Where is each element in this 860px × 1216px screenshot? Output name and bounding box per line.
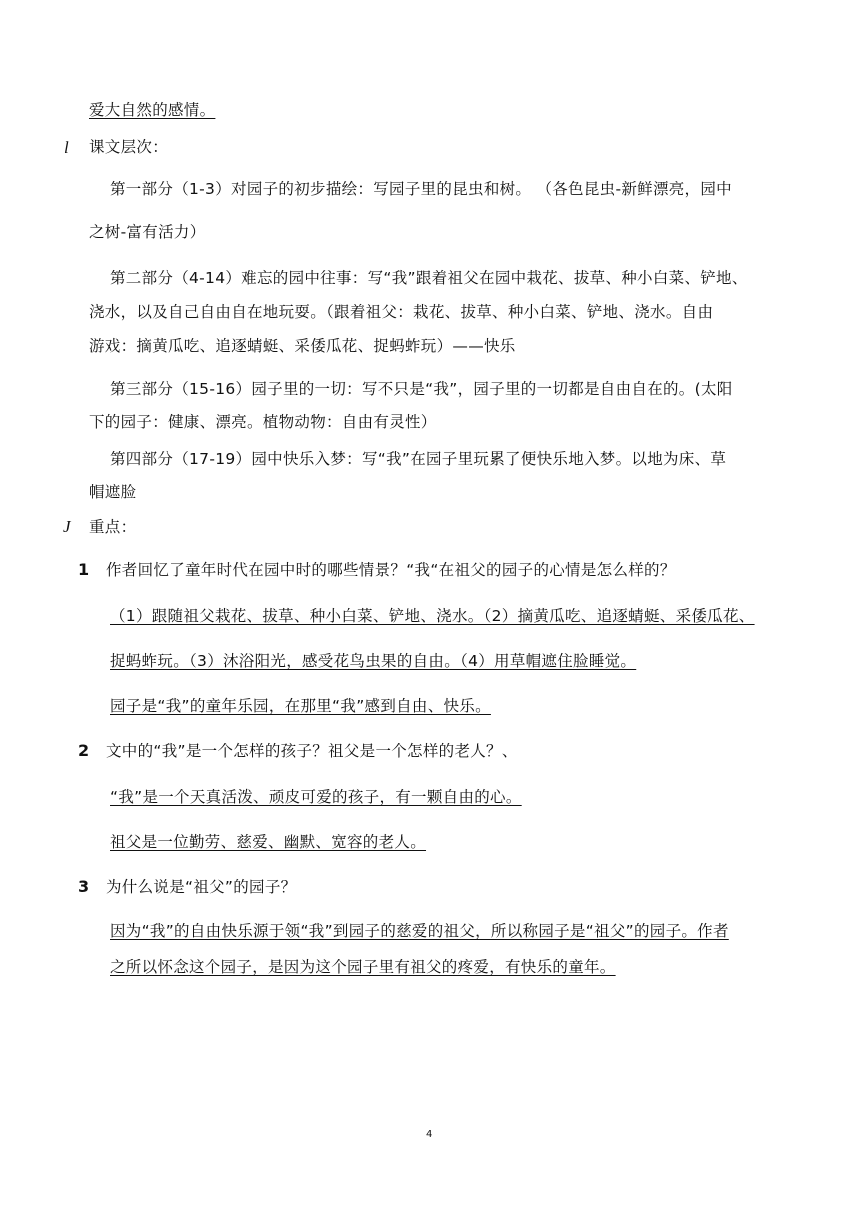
part1-line2: 之树-富有活力）: [89, 223, 206, 241]
question-2: 文中的“我”是一个怎样的孩子？祖父是一个怎样的老人？、: [106, 742, 518, 760]
bullet-marker: J: [63, 517, 71, 536]
question-number: 2: [78, 741, 90, 760]
part2-line3: 游戏：摘黄瓜吃、追逐蜻蜓、采倭瓜花、捉蚂蚱玩）——快乐: [89, 337, 516, 355]
part3-line2: 下的园子：健康、漂亮。植物动物：自由有灵性）: [89, 413, 437, 431]
bullet-marker: l: [64, 138, 69, 157]
answer-2-line2: 祖父是一位勤劳、慈爱、幽默、宽容的老人。: [110, 833, 427, 851]
answer-1-line1: （1）跟随祖父栽花、拔草、种小白菜、铲地、浇水。（2）摘黄瓜吃、追逐蜻蜓、采倭瓜花、: [110, 607, 755, 625]
question-1: 作者回忆了童年时代在园中时的哪些情景？“我“在祖父的园子的心情是怎么样的？: [106, 561, 676, 579]
page-number: 4: [426, 1129, 433, 1140]
part4-line1: 第四部分（17-19）园中快乐入梦：写“我”在园子里玩累了便快乐地入梦。以地为床、草: [110, 450, 727, 468]
answer-3-line1: 因为“我”的自由快乐源于领“我”到园子的慈爱的祖父，所以称园子是“祖父”的园子。作者: [110, 922, 729, 940]
part1-line1: 第一部分（1-3）对园子的初步描绘：写园子里的昆虫和树。 （各色昆虫-新鲜漂亮，园中: [110, 180, 732, 198]
text-line: 爱大自然的感情。: [89, 101, 216, 119]
section-heading-layers: 课文层次：: [89, 138, 169, 156]
part4-line2: 帽遮脸: [89, 483, 137, 501]
part2-line1: 第二部分（4-14）难忘的园中往事：写“我”跟着祖父在园中栽花、拔草、种小白菜、铲地、: [110, 269, 748, 287]
answer-1-line2: 捉蚂蚱玩。（3）沐浴阳光，感受花鸟虫果的自由。（4）用草帽遮住脸睡觉。: [110, 652, 637, 670]
answer-1-line3: 园子是“我”的童年乐园，在那里“我”感到自由、快乐。: [110, 697, 491, 715]
question-number: 1: [78, 560, 90, 579]
question-number: 3: [78, 877, 90, 896]
answer-3-line2: 之所以怀念这个园子，是因为这个园子里有祖父的疼爱，有快乐的童年。: [110, 958, 616, 976]
question-3: 为什么说是“祖父”的园子？: [106, 878, 297, 896]
answer-2-line1: “我”是一个天真活泼、顽皮可爱的孩子，有一颗自由的心。: [110, 788, 522, 806]
section-heading-key: 重点：: [89, 518, 137, 536]
part2-line2: 浇水，以及自己自由自在地玩耍。（跟着祖父：栽花、拔草、种小白菜、铲地、浇水。自由: [89, 303, 714, 321]
part3-line1: 第三部分（15-16）园子里的一切：写不只是“我”，园子里的一切都是自由自在的。(太阳: [110, 380, 733, 398]
